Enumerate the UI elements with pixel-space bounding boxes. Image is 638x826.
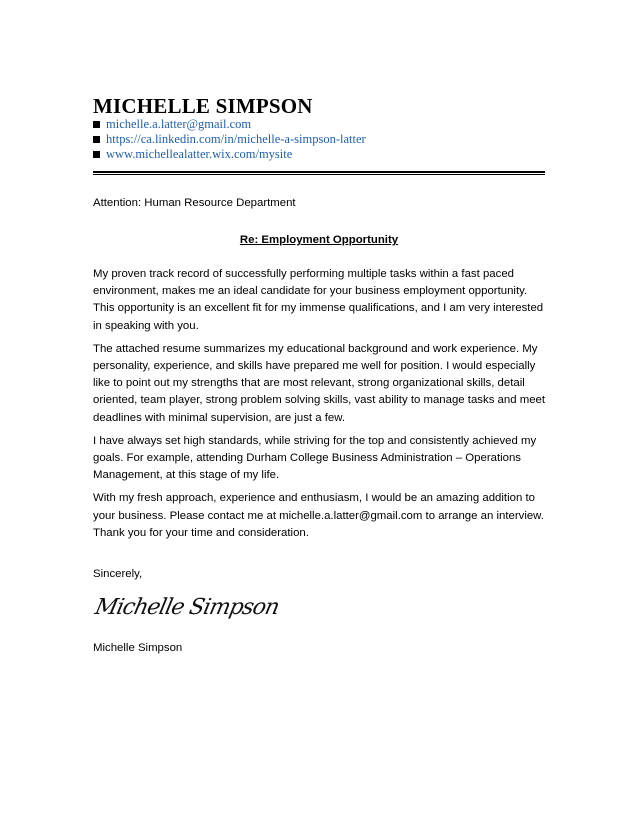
contact-list [93,117,366,162]
square-bullet-icon [93,136,100,143]
applicant-name: MICHELLE SIMPSON [93,94,313,118]
body-paragraph: With my fresh approach, experience and enthusiasm, I would be an amazing addition to your business. Please contact me at michelle.a.latter@gmail.com to arrange an interview. Thank you for your time and consideration. [93,492,544,539]
square-bullet-icon [93,121,100,128]
body-paragraph: The attached resume summarizes my educational background and work experience. My personality, experience, and skills have prepared me well for position. I would especially like to point out my strengths that are most relevant, strong organizational skills, detail oriented, team player, strong problem solving skills, vast ability to manage tasks and meet deadlines with minimal supervision, are just a few. [93,342,546,424]
square-bullet-icon [93,151,100,158]
linkedin-link[interactable]: https://ca.linkedin.com/in/michelle-a-simpson-latter [106,132,366,146]
closing-salutation: Sincerely, [93,568,143,580]
contact-item-linkedin [93,132,366,147]
body-paragraph: I have always set high standards, while striving for the top and consistently achieved my goals. For example, attending Durham College Business Administration – Operations Management, at this stage of my life. [93,434,537,482]
contact-item-website [93,147,366,162]
body-paragraph: My proven track record of successfully performing multiple tasks within a fast paced environment, makes me an ideal candidate for your business employment opportunity. This opportunity is an excellent fit for my immense qualifications, and I am very interested in speaking with you. [93,268,544,332]
header-divider-thin [93,174,545,175]
handwritten-signature: Michelle Simpson [92,595,281,620]
header-divider [93,171,545,173]
email-link[interactable]: michelle.a.latter@gmail.com [106,117,252,131]
signer-name: Michelle Simpson [93,642,183,654]
website-link[interactable]: www.michellealatter.wix.com/mysite [106,147,293,161]
attention-line: Attention: Human Resource Department [93,197,296,209]
letter-body [93,266,548,548]
contact-item-email [93,117,366,132]
subject-line: Re: Employment Opportunity [239,234,399,246]
